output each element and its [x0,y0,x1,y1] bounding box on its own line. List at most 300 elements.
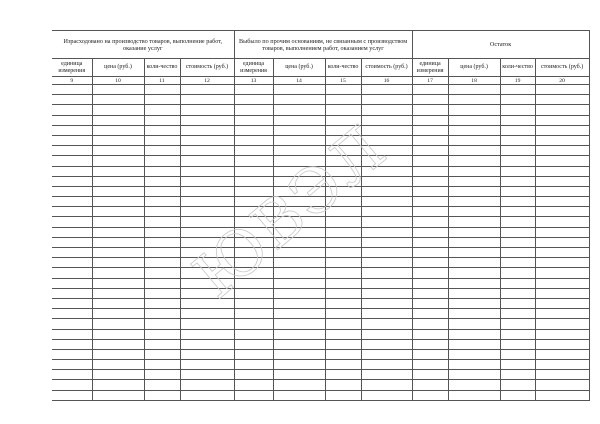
table-cell [412,298,448,308]
table-cell [412,125,448,135]
table-cell [180,125,234,135]
table-cell [92,288,144,298]
table-cell [234,237,273,247]
table-cell [144,105,180,115]
table-row [52,268,589,278]
table-cell [448,319,500,329]
table-cell [325,278,361,288]
table-cell [180,156,234,166]
table-cell [273,135,325,145]
table-cell [361,258,412,268]
table-cell [361,227,412,237]
table-row [52,166,589,176]
table-cell [361,237,412,247]
table-cell [325,309,361,319]
table-cell [535,329,589,339]
table-cell [92,146,144,156]
table-cell [448,146,500,156]
table-cell [412,156,448,166]
table-cell [500,298,535,308]
column-number: 12 [180,77,234,85]
table-cell [500,95,535,105]
table-cell [325,85,361,95]
table-cell [180,319,234,329]
table-cell [500,370,535,380]
table-cell [273,370,325,380]
table-cell [52,125,92,135]
table-cell [500,186,535,196]
table-cell [500,360,535,370]
table-row [52,298,589,308]
table-cell [92,349,144,359]
table-cell [144,176,180,186]
table-cell [412,329,448,339]
table-cell [500,380,535,390]
table-cell [325,390,361,400]
table-cell [273,268,325,278]
table-cell [448,135,500,145]
table-cell [273,166,325,176]
table-row [52,319,589,329]
table-cell [144,258,180,268]
table-cell [234,135,273,145]
table-cell [448,95,500,105]
table-cell [144,309,180,319]
table-cell [535,248,589,258]
table-row [52,370,589,380]
table-cell [52,105,92,115]
column-number: 19 [500,77,535,85]
table-cell [535,298,589,308]
table-cell [535,186,589,196]
table-cell [325,288,361,298]
table-cell [234,329,273,339]
table-cell [325,146,361,156]
table-cell [144,156,180,166]
table-cell [273,85,325,95]
table-cell [325,176,361,186]
table-cell [412,85,448,95]
table-cell [535,166,589,176]
table-row [52,186,589,196]
table-cell [52,339,92,349]
table-cell [412,258,448,268]
table-cell [273,349,325,359]
table-cell [92,258,144,268]
table-cell [273,237,325,247]
table-cell [92,298,144,308]
table-cell [412,278,448,288]
table-cell [234,268,273,278]
table-cell [273,95,325,105]
table-cell [325,227,361,237]
table-cell [273,339,325,349]
table-cell [535,176,589,186]
table-cell [234,319,273,329]
table-cell [273,176,325,186]
table-cell [234,197,273,207]
table-cell [325,207,361,217]
table-cell [144,217,180,227]
table-cell [92,85,144,95]
table-cell [325,95,361,105]
table-cell [361,146,412,156]
subheader-qty-consumed: коли-чество [144,59,180,77]
table-cell [144,278,180,288]
table-cell [180,339,234,349]
column-number: 17 [412,77,448,85]
table-cell [144,288,180,298]
table-cell [412,319,448,329]
column-number: 14 [273,77,325,85]
table-cell [500,197,535,207]
table-cell [412,380,448,390]
table-row [52,339,589,349]
table-cell [92,207,144,217]
table-cell [234,370,273,380]
table-cell [180,309,234,319]
table-cell [234,390,273,400]
table-cell [448,258,500,268]
table-cell [500,319,535,329]
table-cell [325,319,361,329]
table-cell [234,176,273,186]
table-cell [361,135,412,145]
table-cell [361,217,412,227]
watermark: ЮВЭЛ [179,110,401,313]
table-cell [325,360,361,370]
table-cell [234,227,273,237]
table-cell [234,349,273,359]
table-cell [180,105,234,115]
table-cell [535,268,589,278]
table-cell [180,146,234,156]
table-cell [52,329,92,339]
table-cell [234,339,273,349]
table-cell [92,125,144,135]
table-row [52,125,589,135]
table-cell [273,298,325,308]
table-cell [325,339,361,349]
table-cell [92,186,144,196]
table-cell [92,135,144,145]
column-number-row [52,77,589,85]
table-cell [412,288,448,298]
table-cell [500,248,535,258]
table-cell [273,360,325,370]
table-cell [92,115,144,125]
table-cell [180,217,234,227]
table-cell [52,288,92,298]
table-cell [500,105,535,115]
column-number: 15 [325,77,361,85]
table-cell [448,248,500,258]
table-cell [92,166,144,176]
table-cell [325,237,361,247]
table-cell [500,227,535,237]
table-cell [144,370,180,380]
table-cell [180,227,234,237]
table-cell [448,278,500,288]
table-cell [361,288,412,298]
table-cell [412,105,448,115]
table-cell [52,349,92,359]
table-row [52,349,589,359]
table-cell [412,339,448,349]
table-row [52,329,589,339]
table-cell [412,349,448,359]
table-cell [52,227,92,237]
table-row [52,227,589,237]
table-cell [500,349,535,359]
table-cell [325,197,361,207]
table-cell [535,370,589,380]
table-cell [535,278,589,288]
table-cell [361,309,412,319]
table-row [52,237,589,247]
table-cell [180,349,234,359]
table-cell [325,370,361,380]
table-cell [92,217,144,227]
table-cell [448,176,500,186]
table-cell [412,207,448,217]
table-cell [325,380,361,390]
table-cell [180,288,234,298]
table-cell [448,85,500,95]
table-cell [144,115,180,125]
table-cell [52,207,92,217]
table-cell [535,237,589,247]
table-cell [180,176,234,186]
table-cell [448,298,500,308]
table-cell [500,339,535,349]
table-cell [234,186,273,196]
table-row [52,85,589,95]
table-cell [361,166,412,176]
table-cell [412,360,448,370]
table-cell [325,248,361,258]
table-cell [52,176,92,186]
table-cell [144,85,180,95]
column-number: 9 [52,77,92,85]
table-cell [273,248,325,258]
table-row [52,309,589,319]
table-cell [144,95,180,105]
table-cell [234,309,273,319]
table-cell [448,349,500,359]
table-cell [273,390,325,400]
table-cell [92,319,144,329]
table-cell [180,329,234,339]
table-cell [448,309,500,319]
table-row [52,115,589,125]
column-number: 13 [234,77,273,85]
table-cell [325,115,361,125]
table-cell [535,390,589,400]
table-cell [144,146,180,156]
table-cell [144,319,180,329]
table-cell [500,258,535,268]
table-cell [52,186,92,196]
table-cell [535,105,589,115]
table-cell [273,380,325,390]
table-cell [325,349,361,359]
table-cell [361,115,412,125]
table-cell [535,360,589,370]
table-cell [180,360,234,370]
table-cell [180,278,234,288]
group-header-balance: Остаток [412,31,589,59]
table-cell [234,146,273,156]
table-cell [234,156,273,166]
table-cell [535,288,589,298]
table-row [52,258,589,268]
subheader-qty-disposed: коли-чество [325,59,361,77]
table-cell [273,207,325,217]
table-cell [180,237,234,247]
table-row [52,217,589,227]
table-cell [92,156,144,166]
table-row [52,105,589,115]
table-cell [52,309,92,319]
table-cell [535,115,589,125]
table-cell [361,360,412,370]
table-cell [273,146,325,156]
table-cell [52,390,92,400]
table-cell [180,390,234,400]
table-cell [234,278,273,288]
table-cell [234,85,273,95]
table-cell [535,309,589,319]
table-cell [535,339,589,349]
table-cell [234,95,273,105]
table-cell [500,166,535,176]
table-cell [92,237,144,247]
table-cell [448,207,500,217]
table-cell [361,176,412,186]
table-cell [52,258,92,268]
table-row [52,207,589,217]
table-cell [500,176,535,186]
table-cell [325,329,361,339]
table-cell [500,217,535,227]
table-cell [535,135,589,145]
table-cell [92,197,144,207]
table-cell [273,217,325,227]
table-cell [412,248,448,258]
table-cell [92,339,144,349]
table-cell [144,248,180,258]
table-cell [92,380,144,390]
table-cell [448,197,500,207]
subheader-price-consumed: цена (руб.) [92,59,144,77]
column-number: 16 [361,77,412,85]
table-cell [92,309,144,319]
table-cell [500,207,535,217]
table-cell [144,135,180,145]
table-cell [273,156,325,166]
table-cell [180,135,234,145]
table-cell [448,380,500,390]
table-cell [92,390,144,400]
table-row [52,146,589,156]
table-cell [535,207,589,217]
table-row [52,95,589,105]
table-row [52,390,589,400]
register-table [52,30,590,401]
table-cell [92,329,144,339]
table-cell [412,309,448,319]
table-cell [448,166,500,176]
table-cell [144,186,180,196]
subheader-qty-balance: коли-чество [500,59,535,77]
table-cell [180,298,234,308]
table-cell [412,115,448,125]
table-cell [325,166,361,176]
table-cell [412,135,448,145]
subheader-cost-consumed: стоимость (руб.) [180,59,234,77]
table-cell [500,135,535,145]
table-cell [273,197,325,207]
table-cell [234,166,273,176]
table-row [52,360,589,370]
table-cell [361,380,412,390]
table-cell [234,115,273,125]
column-number: 10 [92,77,144,85]
table-cell [52,146,92,156]
table-cell [500,268,535,278]
table-cell [180,115,234,125]
table-cell [361,268,412,278]
table-row [52,197,589,207]
table-cell [273,309,325,319]
table-cell [180,166,234,176]
table-cell [144,166,180,176]
table-cell [361,278,412,288]
table-cell [234,217,273,227]
table-cell [273,329,325,339]
table-cell [361,339,412,349]
table-cell [361,319,412,329]
table-cell [412,186,448,196]
table-cell [144,207,180,217]
table-cell [361,125,412,135]
table-cell [144,298,180,308]
column-number: 20 [535,77,589,85]
table-cell [325,268,361,278]
table-cell [325,258,361,268]
table-cell [361,197,412,207]
table-cell [234,248,273,258]
table-cell [273,288,325,298]
table-row [52,156,589,166]
table-cell [144,227,180,237]
table-cell [412,217,448,227]
subheader-unit-consumed: единица измерения [52,59,92,77]
table-cell [92,105,144,115]
table-cell [52,248,92,258]
table-cell [52,237,92,247]
table-cell [234,288,273,298]
table-cell [92,176,144,186]
table-cell [412,146,448,156]
table-cell [361,105,412,115]
table-cell [448,217,500,227]
table-cell [52,319,92,329]
table-cell [412,370,448,380]
table-cell [500,390,535,400]
table-cell [273,278,325,288]
